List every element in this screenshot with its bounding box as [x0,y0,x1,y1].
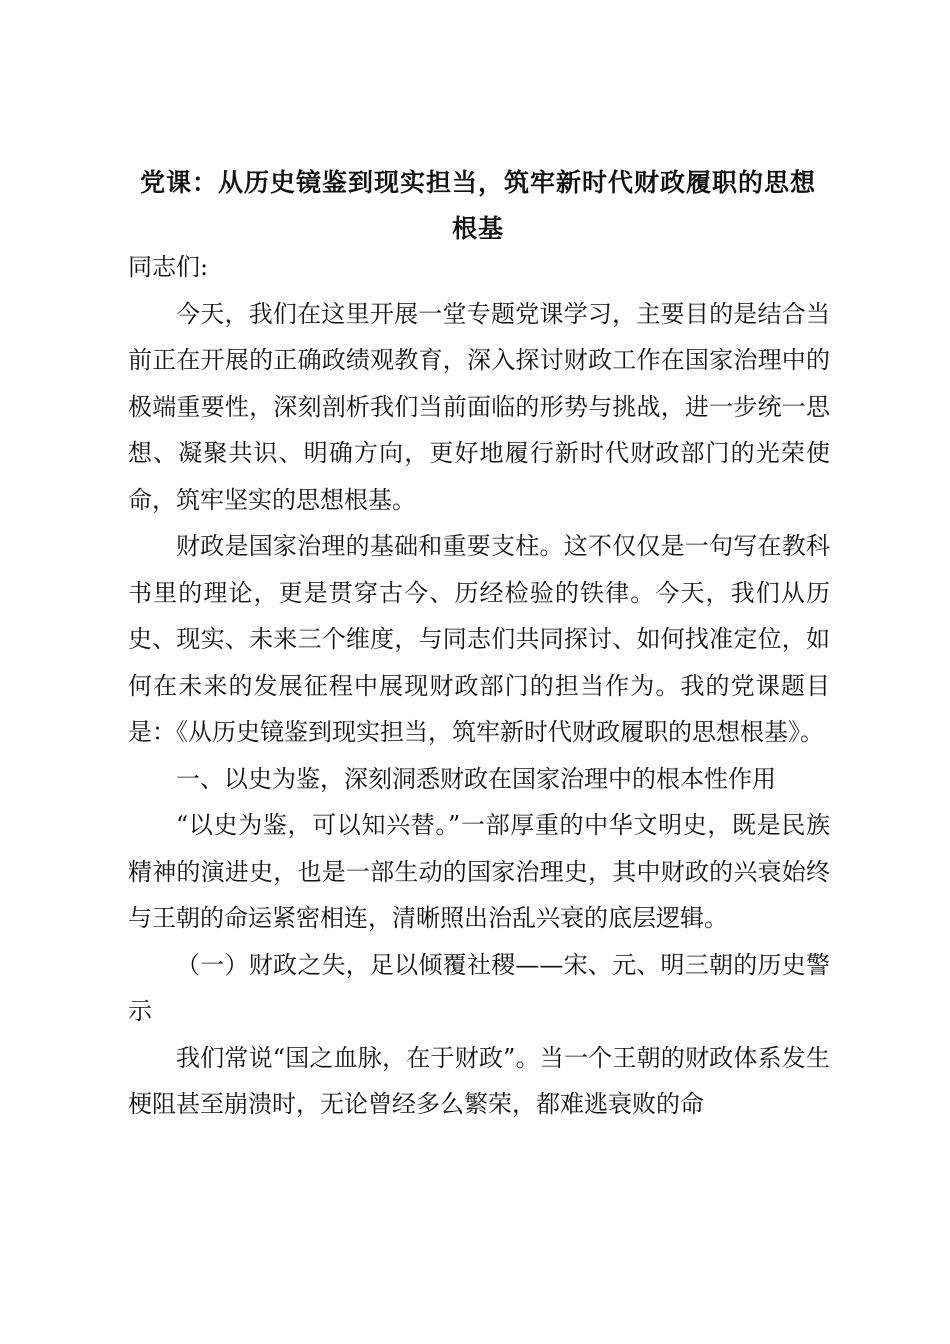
document-body [128,244,830,1128]
paragraph-intro: 今天，我们在这里开展一堂专题党课学习，主要目的是结合当前正在开展的正确政绩观教育，深入探讨财政工作在国家治理中的极端重要性，深刻剖析我们当前面临的形势与挑战，进一步统一思想、凝聚共识、明确方向，更好地履行新时代财政部门的光荣使命，筑牢坚实的思想根基。 [128,299,830,514]
paragraph-warning: 我们常说“国之血脉，在于财政”。当一个王朝的财政体系发生梗阻甚至崩溃时，无论曾经多么繁荣，都难逃衰败的命 [128,1043,830,1118]
paragraph-finance-role: 财政是国家治理的基础和重要支柱。这不仅仅是一句写在教科书里的理论，更是贯穿古今、历经检验的铁律。今天，我们从历史、现实、未来三个维度，与同志们共同探讨、如何找准定位，如何在未来的发展征程中展现财政部门的担当作为。我的党课题目是：《从历史镜鉴到现实担当，筑牢新时代财政履职的思想根基》。 [128,532,830,746]
section-heading-1: 一、以史为鉴，深刻洞悉财政在国家治理中的根本性作用 [176,764,776,793]
paragraph-history: “以史为鉴，可以知兴替。”一部厚重的中华文明史，既是民族精神的演进史，也是一部生动的国家治理史，其中财政的兴衰始终与王朝的命运紧密相连，清晰照出治乱兴衰的底层逻辑。 [128,811,830,932]
document-title: 党课：从历史镜鉴到现实担当，筑牢新时代财政履职的思想根基 [139,168,816,243]
salutation: 同志们: [128,253,209,281]
subsection-heading-1: （一）财政之失，足以倾覆社稷——宋、元、明三朝的历史警示 [128,950,830,1025]
